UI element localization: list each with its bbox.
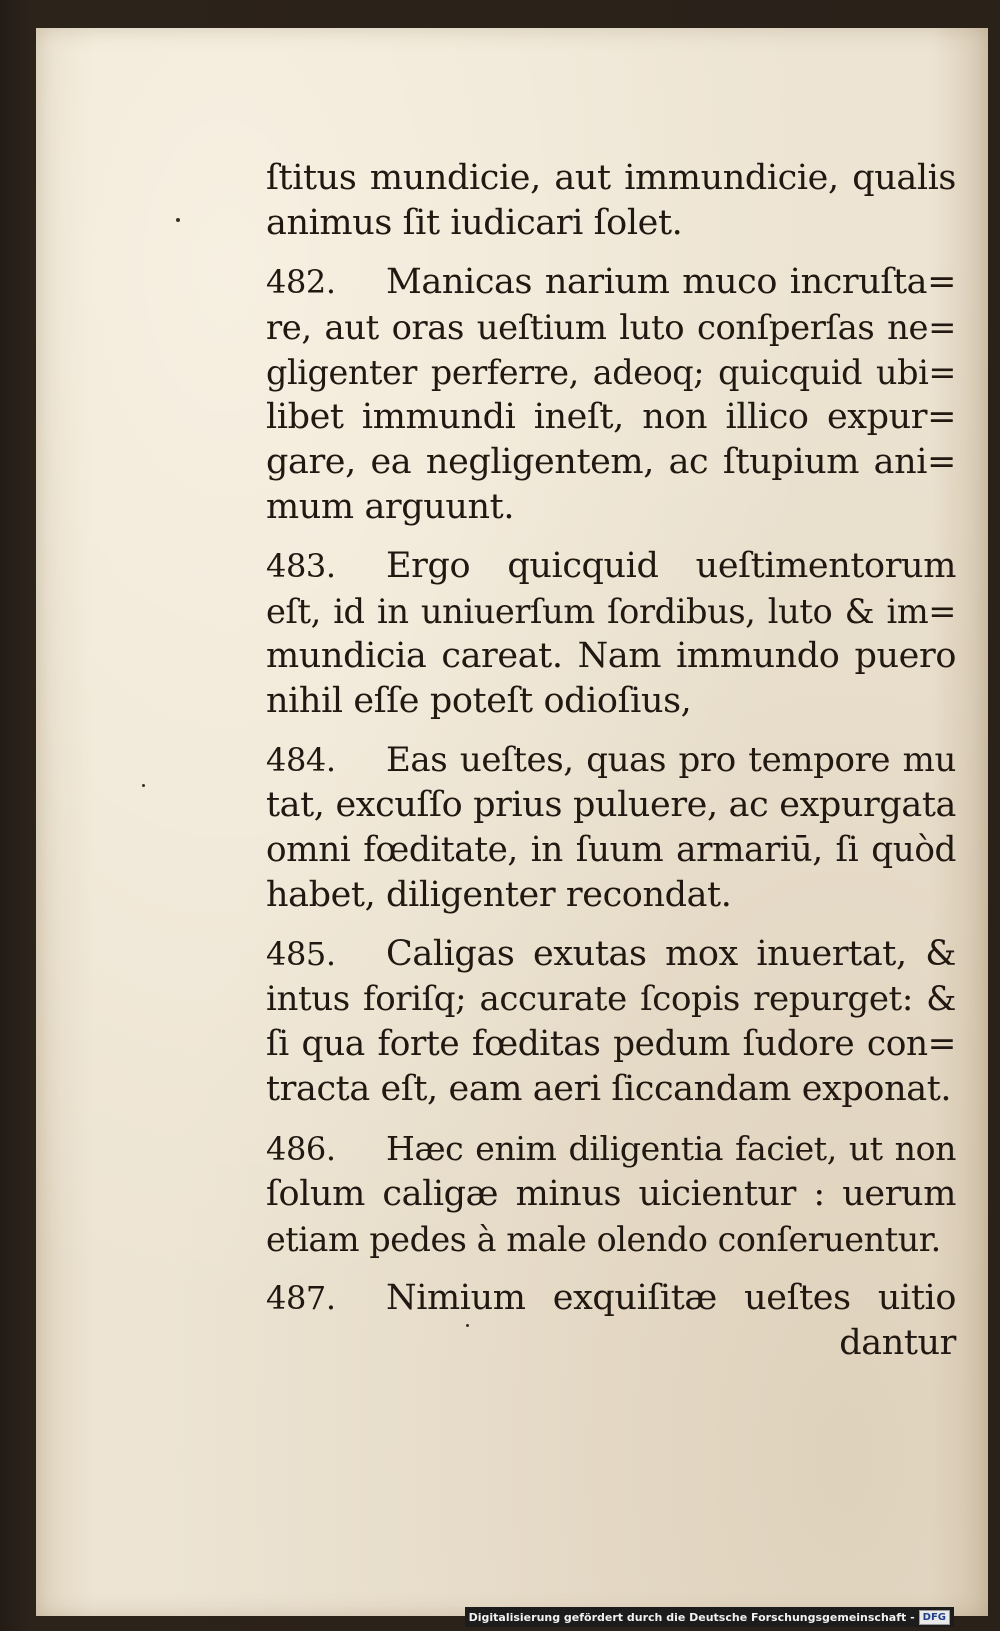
text-line	[266, 783, 956, 828]
line-text: libet immundi ineſt, non illico expur=	[266, 397, 956, 437]
text-line	[266, 485, 956, 530]
line-text: re, aut oras ueſtium luto conſperſas ne=	[266, 308, 956, 347]
text-line	[266, 544, 956, 589]
paragraph-number: 484.	[266, 741, 336, 779]
text-line	[266, 873, 956, 918]
paragraph-continuation	[266, 156, 956, 246]
line-text: eſt, id in uniuerſum ſordibus, luto & im=	[266, 592, 956, 631]
text-line	[266, 679, 956, 724]
line-text: ſolum caligæ minus uicientur : uerum	[266, 1174, 956, 1214]
text-line	[266, 1067, 956, 1112]
text-line	[266, 350, 956, 395]
paragraph-484	[266, 738, 956, 918]
text-line	[266, 201, 956, 246]
line-text: mum arguunt.	[266, 487, 515, 527]
text-line	[266, 1126, 956, 1172]
footer-credit-text: Digitalisierung gefördert durch die Deutsche Forschungsgemeinschaft -	[468, 1610, 915, 1624]
line-text: intus foriſq; accurate ſcopis repurget: &	[266, 979, 956, 1019]
line-text: nihil eſſe poteſt odioſius,	[266, 681, 692, 721]
text-line	[266, 305, 956, 350]
line-text: ſi qua forte fœditas pedum ſudore con=	[266, 1024, 956, 1064]
text-line	[266, 977, 956, 1022]
text-line	[266, 1276, 956, 1321]
line-text: Eas ueſtes, quas pro tempore mu	[386, 740, 956, 780]
line-text: Caligas exutas mox inuertat, &	[386, 934, 956, 974]
ink-speck	[142, 784, 145, 787]
line-text: mundicia careat. Nam immundo puero	[266, 636, 956, 676]
page-text	[266, 156, 956, 1380]
text-line	[266, 634, 956, 679]
text-line	[266, 589, 956, 634]
paragraph-487	[266, 1276, 956, 1366]
paragraph-486	[266, 1126, 956, 1262]
line-text: gare, ea negligentem, ac ſtupium ani=	[266, 442, 956, 482]
text-line	[266, 1022, 956, 1067]
line-text: Ergo quicquid ueſtimentorum	[386, 546, 956, 586]
text-line	[266, 156, 956, 201]
line-text: tat, excuſſo prius puluere, ac expurgata	[266, 785, 956, 825]
line-text: tracta eſt, eam aeri ſiccandam exponat.	[266, 1069, 952, 1109]
text-line	[266, 932, 956, 977]
line-text: omni fœditate, in ſuum armariū, ſi quòd	[266, 830, 956, 870]
line-text: ſtitus mundicie, aut immundicie, qualis	[266, 158, 956, 198]
paragraph-483	[266, 544, 956, 724]
digitization-footer	[465, 1607, 954, 1627]
text-line	[266, 1217, 956, 1262]
text-line	[266, 260, 956, 305]
paragraph-number: 486.	[266, 1130, 336, 1168]
text-line	[266, 440, 956, 485]
paragraph-number: 482.	[266, 263, 336, 301]
paragraph-485	[266, 932, 956, 1112]
catchword: dantur	[839, 1323, 956, 1363]
line-text: gligenter perferre, adeoq; quicquid ubi=	[266, 353, 956, 392]
text-line	[266, 828, 956, 873]
line-text: animus ſit iudicari ſolet.	[266, 203, 683, 243]
text-line	[266, 738, 956, 783]
line-text: Manicas narium muco incruſta=	[386, 262, 956, 302]
paragraph-number: 485.	[266, 935, 336, 973]
line-text: Nimium exquiſitæ ueſtes uitio	[386, 1278, 956, 1318]
text-line	[266, 1172, 956, 1217]
line-text: etiam pedes à male olendo conſeruentur.	[266, 1220, 941, 1259]
ink-speck	[176, 218, 180, 222]
dfg-logo-icon: DFG	[919, 1610, 950, 1625]
book-page	[36, 28, 988, 1616]
paragraph-482	[266, 260, 956, 530]
text-line	[266, 395, 956, 440]
paragraph-number: 483.	[266, 547, 336, 585]
line-text: habet, diligenter recondat.	[266, 875, 732, 915]
line-text: Hæc enim diligentia faciet, ut non	[386, 1129, 956, 1168]
paragraph-number: 487.	[266, 1279, 336, 1317]
